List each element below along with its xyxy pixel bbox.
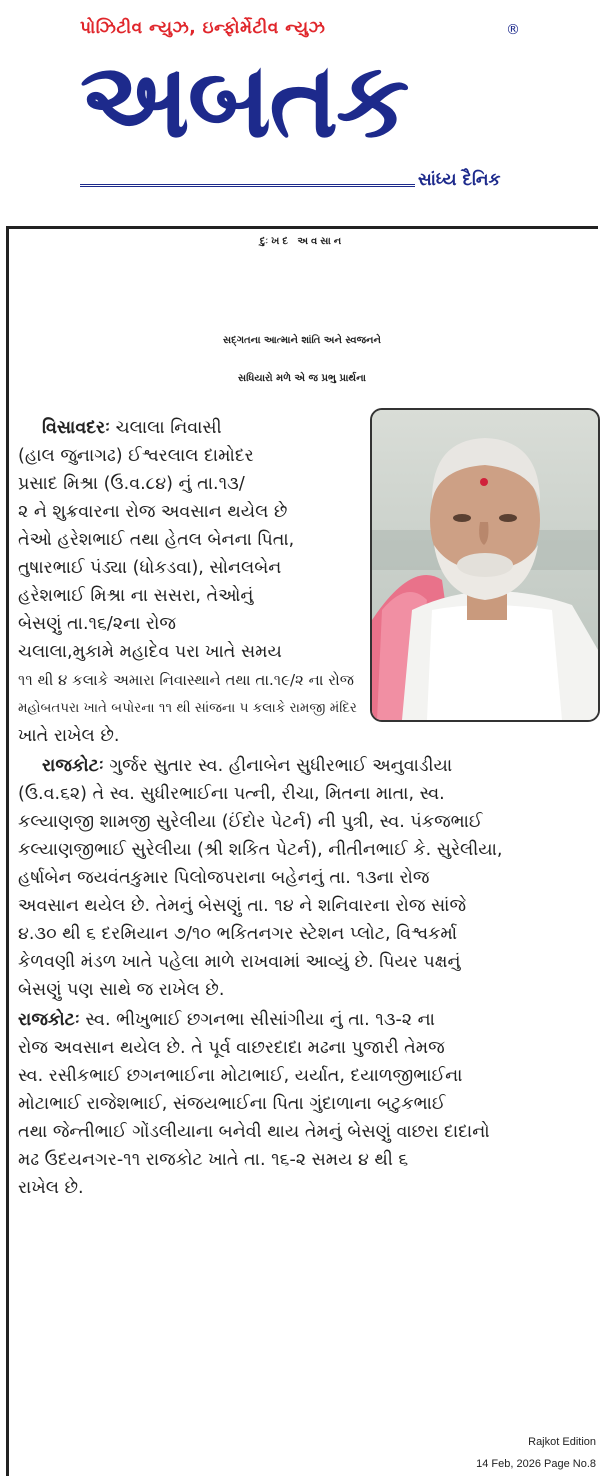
divider: [80, 186, 415, 187]
notice-line: ૨ ને શુક્રવારના રોજ અવસાન થયેલ છે: [18, 502, 288, 522]
notice-place: વિસાવદરઃ: [42, 418, 111, 438]
notice-line: સ્વ. રસીકભાઈ છગનભાઈના મોટાભાઈ, યર્યાત, દયાળજીભાઈના: [18, 1066, 463, 1086]
notice-line: અવસાન થયેલ છે. તેમનું બેસણું તા. ૧૪ ને શનિવારના રોજ સાંજે: [18, 896, 467, 916]
notice-line: વિસાવદરઃ ચલાલા નિવાસી: [42, 418, 222, 438]
notice-line: ૪.૩૦ થી ૬ દરમિયાન ૭/૧૦ ભકિતનગર સ્ટેશન પ્લોટ, વિશ્વકર્મા: [18, 924, 458, 944]
notice-line: રોજ અવસાન થયેલ છે. તે પૂર્વ વાછરદાદા મઢના પુજારી તેમજ: [18, 1038, 445, 1058]
article-deck-line2: સધિયારો મળે એ જ પ્રભુ પ્રાર્થના: [238, 373, 366, 384]
notice-place: રાજકોટઃ: [18, 1010, 80, 1030]
notice-line: ખાતે રાખેલ છે.: [18, 726, 120, 746]
notice-line: મઢ ઉદયનગર-૧૧ રાજકોટ ખાતે તા. ૧૬-૨ સમય ૪ થી ૬: [18, 1150, 409, 1170]
date-page-label: 14 Feb, 2026 Page No.8: [476, 1458, 596, 1470]
notice-line: રાખેલ છે.: [18, 1178, 84, 1198]
portrait-photo: [370, 408, 600, 722]
notice-line: બેસણું તા.૧૬/૨ના રોજ: [18, 614, 176, 634]
notice-line: રાજકોટઃ સ્વ. ભીખુભાઈ છગનભા સીસાંગીયા નું તા. ૧૩-૨ ના: [18, 1010, 435, 1030]
notice-line: તથા જેન્તીભાઈ ગોંડલીયાના બનેવી થાય તેમનું બેસણું વાછરા દાદાનો: [18, 1122, 490, 1142]
notice-line: ચલાલા,મુકામે મહાદેવ પરા ખાતે સમય: [18, 642, 282, 662]
notice-line: કલ્યાણજીભાઈ સુરેલીયા (શ્રી શકિત પેટર્ન), નીતીનભાઈ કે. સુરેલીયા,: [18, 840, 503, 860]
notice-line: હર્ષાબેન જયવંતકુમાર પિલોજપરાના બહેનનું તા. ૧૩ના રોજ: [18, 868, 430, 888]
notice-line: તેઓ હરેશભાઈ તથા હેતલ બેનના પિતા,: [18, 530, 295, 550]
article-headline: દુઃખદ અવસાન: [259, 236, 345, 247]
notice-line: કલ્યાણજી શામજી સુરેલીયા (ઈંદોર પેટર્ન) ની પુત્રી, સ્વ. પંકજભાઈ: [18, 812, 483, 832]
notice-line: હરેશભાઈ મિશ્રા ના સસરા, તેઓનું: [18, 586, 254, 606]
masthead-subbar: [80, 170, 520, 196]
brand-name: અબતક: [80, 39, 408, 161]
portrait-illustration: [372, 410, 598, 720]
notice-line: બેસણું પણ સાથે જ રાખેલ છે.: [18, 980, 225, 1000]
article-deck-line1: સદ્ગતના આત્માને શાંતિ અને સ્વજનને: [223, 335, 381, 346]
divider: [80, 184, 415, 185]
notice-line: (હાલ જુનાગઢ) ઈશ્વરલાલ દામોદર: [18, 446, 254, 466]
brand-logo: [80, 39, 520, 161]
notice-line: મોટાભાઈ રાજેશભાઈ, સંજયભાઈના પિતા ગુંદાળાના બટુકભાઈ: [18, 1094, 446, 1114]
registered-mark: ®: [506, 22, 520, 38]
notice-line: પ્રસાદ મિશ્રા (ઉ.વ.૮૪) નું તા.૧૩/: [18, 474, 245, 494]
notice-line: કેળવણી મંડળ ખાતે પહેલા માળે રાખવામાં આવ્યું છે. પિયર પક્ષનું: [18, 952, 461, 972]
notice-line: ૧૧ થી ૪ કલાકે અમારા નિવાસ્થાને તથા તા.૧૯/૨ ના રોજ: [18, 671, 354, 689]
masthead-tagline: પોઝિટીવ ન્યુઝ, ઇન્ફોર્મેટીવ ન્યુઝ: [80, 18, 326, 38]
masthead: [0, 0, 604, 210]
notice-line: તુષારભાઈ પંડ્યા (ધોકડવા), સોનલબેન: [18, 558, 282, 578]
notice-line: રાજકોટઃ ગુર્જર સુતાર સ્વ. હીનાબેન સુધીરભાઈ અનુવાડીયા: [42, 756, 453, 776]
edition-label: Rajkot Edition: [528, 1436, 596, 1448]
notice-line: (ઉ.વ.૬૨) તે સ્વ. સુધીરભાઈના પત્ની, રીચા, મિતના માતા, સ્વ.: [18, 784, 445, 804]
masthead-subtitle: સાંધ્ય દૈનિક: [418, 170, 501, 190]
notice-place: રાજકોટઃ: [42, 756, 104, 776]
notice-line: મહોબતપરા ખાતે બપોરના ૧૧ થી સાંજના ૫ કલાકે રામજી મંદિર: [18, 700, 357, 716]
